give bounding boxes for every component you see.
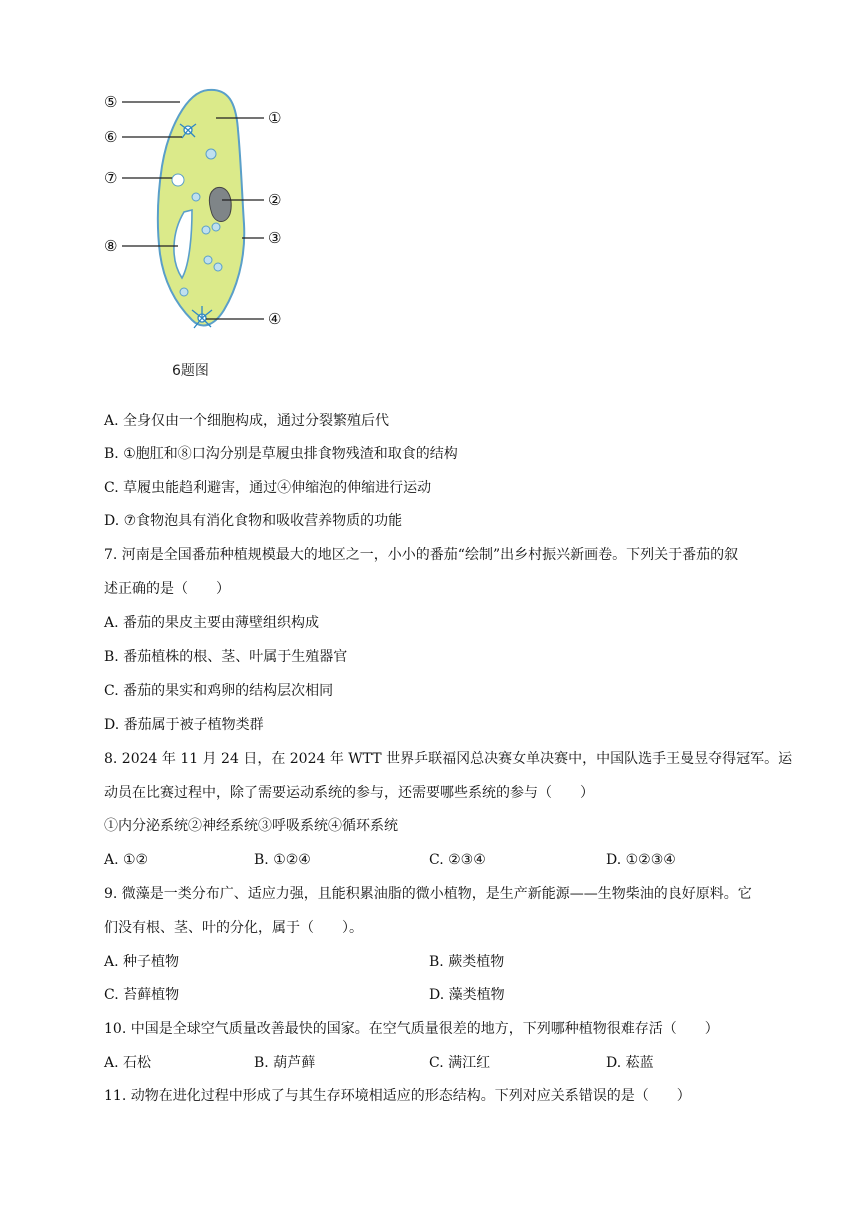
q10-stem: 10. 中国是全球空气质量改善最快的国家。在空气质量很差的地方，下列哪种植物很难存活（ ）: [104, 1021, 719, 1037]
food-vacuole: [214, 263, 222, 271]
q8-stem-line1: 8. 2024 年 11 月 24 日，在 2024 年 WTT 世界乒联福冈总决赛女单决赛中，中国队选手王曼昱夺得冠军。运: [104, 751, 793, 767]
food-vacuole: [172, 174, 184, 186]
q7-option-b: B. 番茄植株的根、茎、叶属于生殖器官: [104, 649, 348, 665]
q8-stem-line2: 动员在比赛过程中，除了需要运动系统的参与，还需要哪些系统的参与（ ）: [104, 785, 594, 801]
q9-stem-line2: 们没有根、茎、叶的分化，属于（ ）。: [104, 920, 363, 936]
label-3: ③: [268, 229, 282, 247]
q7-option-d: D. 番茄属于被子植物类群: [104, 717, 264, 733]
q7-stem-line2: 述正确的是（ ）: [104, 581, 230, 597]
q6-option-a: A. 全身仅由一个细胞构成，通过分裂繁殖后代: [104, 413, 390, 429]
q9-option-d: D. 藻类植物: [429, 987, 505, 1003]
nucleus: [209, 187, 231, 221]
food-vacuole: [180, 288, 188, 296]
q10-option-b: B. 葫芦藓: [254, 1055, 316, 1071]
food-vacuole: [212, 223, 220, 231]
q8-options: [104, 850, 804, 870]
q10-option-c: C. 满江红: [429, 1055, 491, 1071]
q10-option-a: A. 石松: [104, 1055, 152, 1071]
label-7: ⑦: [104, 169, 118, 187]
label-5: ⑤: [104, 93, 118, 111]
food-vacuole: [206, 149, 216, 159]
food-vacuole: [204, 256, 212, 264]
q10-option-d: D. 菘蓝: [606, 1055, 654, 1071]
q8-option-d: D. ①②③④: [606, 852, 676, 868]
label-4: ④: [268, 310, 282, 328]
q8-option-a: A. ①②: [104, 852, 149, 868]
paramecium-figure: [96, 82, 326, 387]
q8-option-c: C. ②③④: [429, 852, 486, 868]
label-1: ①: [268, 109, 282, 127]
label-8: ⑧: [104, 237, 118, 255]
q6-option-c: C. 草履虫能趋利避害，通过④伸缩泡的伸缩进行运动: [104, 480, 432, 496]
q9-option-c: C. 苔藓植物: [104, 987, 180, 1003]
q10-options: [104, 1053, 804, 1073]
q6-option-d: D. ⑦食物泡具有消化食物和吸收营养物质的功能: [104, 513, 403, 529]
label-2: ②: [268, 191, 282, 209]
q9-option-b: B. 蕨类植物: [429, 954, 505, 970]
q7-stem-line1: 7. 河南是全国番茄种植规模最大的地区之一，小小的番茄“绘制”出乡村振兴新画卷。下列关于番茄的叙: [104, 547, 739, 563]
figure-caption: 6题图: [172, 363, 209, 379]
q9-option-a: A. 种子植物: [104, 954, 180, 970]
food-vacuole: [192, 193, 200, 201]
q7-option-c: C. 番茄的果实和鸡卵的结构层次相同: [104, 683, 334, 699]
q8-list: ①内分泌系统②神经系统③呼吸系统④循环系统: [104, 818, 398, 834]
q8-option-b: B. ①②④: [254, 852, 311, 868]
paramecium-diagram: [96, 82, 326, 387]
food-vacuole: [202, 226, 210, 234]
q7-option-a: A. 番茄的果皮主要由薄壁组织构成: [104, 615, 320, 631]
label-6: ⑥: [104, 128, 118, 146]
q11-stem: 11. 动物在进化过程中形成了与其生存环境相适应的形态结构。下列对应关系错误的是（ ）: [104, 1088, 691, 1104]
q9-options-row2: [104, 985, 804, 1005]
q9-options-row1: [104, 952, 804, 972]
q6-option-b: B. ①胞肛和⑧口沟分别是草履虫排食物残渣和取食的结构: [104, 446, 458, 462]
q9-stem-line1: 9. 微藻是一类分布广、适应力强，且能积累油脂的微小植物，是生产新能源——生物柴油的良好原料。它: [104, 886, 752, 902]
